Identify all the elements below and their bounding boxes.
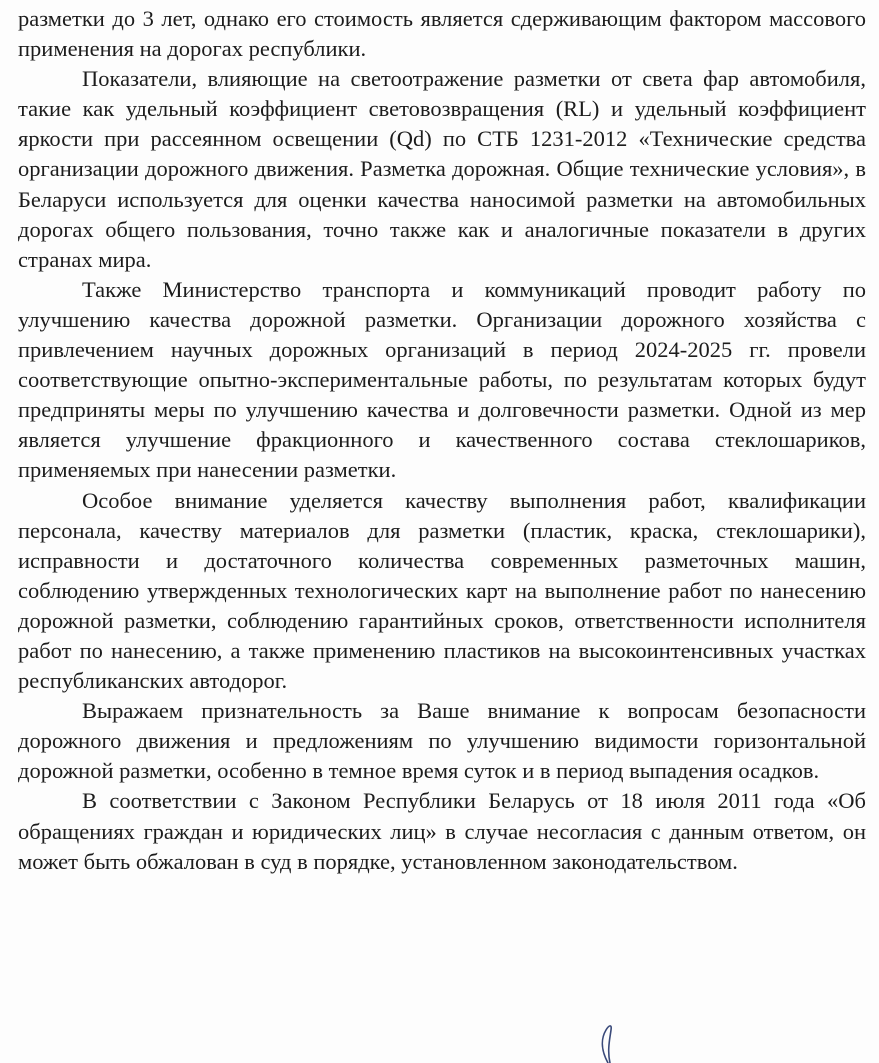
paragraph-quality-control: Особое внимание уделяется качеству выполнения работ, квалификации персонала, качеству материалов для разметки (пластик, краска, стеклошарики), исправности и достаточного количества современных разметочных машин, соблюдению утвержденных технологических карт на выполнение работ по нанесению дорожной разметки, соблюдению гарантийных сроков, ответственности исполнителя работ по нанесению, а также применению пластиков на высокоинтенсивных участках республиканских автодорог. <box>18 487 866 694</box>
paragraph-ministry-work: Также Министерство транспорта и коммуникаций проводит работу по улучшению качества дорожной разметки. Организации дорожного хозяйства с привлечением научных дорожных организаций в период 2024-2025 гг. провели соответствующие опытно-экспериментальные работы, по результатам которых будут предприняты меры по улучшению качества и долговечности разметки. Одной из мер является улучшение фракционного и качественного состава стеклошариков, применяемых при нанесении разметки. <box>18 276 866 483</box>
paragraph-appeal-rights: В соответствии с Законом Республики Беларусь от 18 июля 2011 года «Об обращениях граждан и юридических лиц» в случае несогласия с данным ответом, он может быть обжалован в суд в порядке, установленном законодательством. <box>18 788 866 874</box>
paragraph-gratitude: Выражаем признательность за Ваше внимание к вопросам безопасности дорожного движения и предложениям по улучшению видимости горизонтальной дорожной разметки, особенно в темное время суток и в период выпадения осадков. <box>18 698 866 784</box>
paragraph-reflectivity: Показатели, влияющие на светоотражение разметки от света фар автомобиля, такие как удельный коэффициент световозвращения (RL) и удельный коэффициент яркости при рассеянном освещении (Qd) по СТБ 1231-2012 «Технические средства организации дорожного движения. Разметка дорожная. Общие технические условия», в Беларуси используется для оценки качества наносимой разметки на автомобильных дорогах общего пользования, точно также как и аналогичные показатели в других странах мира. <box>18 66 866 272</box>
signature-stroke-icon <box>580 1022 700 1063</box>
letter-body <box>18 4 866 877</box>
paragraph-continuation: разметки до 3 лет, однако его стоимость является сдерживающим фактором массового применения на дорогах республики. <box>18 6 866 62</box>
